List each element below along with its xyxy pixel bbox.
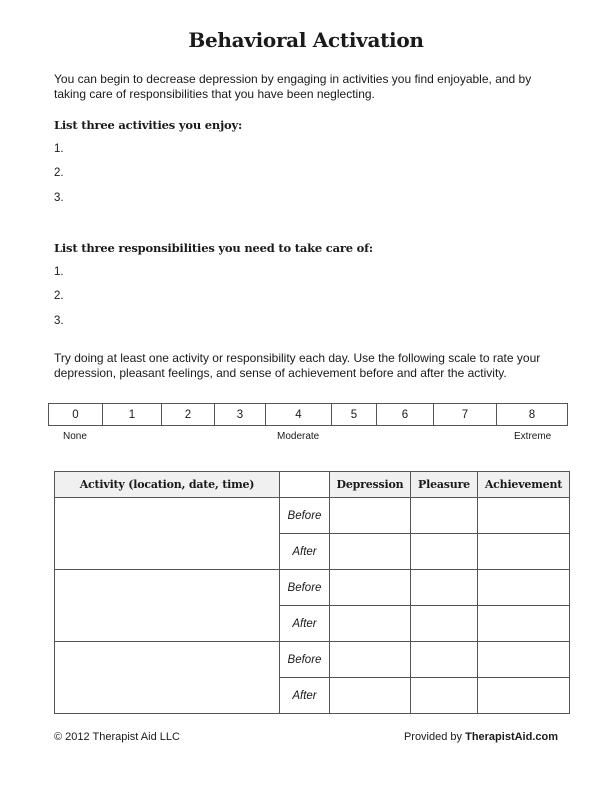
depression-cell[interactable]: [330, 534, 411, 570]
table-header-row: [55, 472, 570, 498]
responsibility-item-2: 2.: [54, 290, 64, 302]
table-row: [55, 498, 570, 534]
activity-entry-1[interactable]: [55, 498, 280, 570]
phase-before: Before: [280, 498, 330, 534]
provided-by-label: Provided by: [403, 731, 463, 743]
instructions-text: Try doing at least one activity or responsibility each day. Use the following scale to rate your depression, pleasant feelings, and sense of achievement before and after the activity.: [54, 351, 541, 380]
achievement-cell[interactable]: [478, 642, 570, 678]
phase-after: After: [280, 534, 330, 570]
activity-entry-2[interactable]: [55, 570, 280, 642]
phase-before: Before: [280, 642, 330, 678]
activities-heading: List three activities you enjoy:: [54, 118, 243, 132]
responsibility-item-3: 3.: [54, 315, 64, 327]
phase-after: After: [280, 678, 330, 714]
copyright-text: © 2012 Therapist Aid LLC: [54, 731, 180, 743]
depression-cell[interactable]: [330, 642, 411, 678]
activity-item-2: 2.: [54, 167, 64, 179]
rating-scale: [48, 403, 568, 426]
scale-cell-0: 0: [49, 404, 103, 426]
brand-link[interactable]: TherapistAid.com: [465, 731, 558, 743]
pleasure-cell[interactable]: [411, 570, 478, 606]
depression-cell[interactable]: [330, 606, 411, 642]
pleasure-cell[interactable]: [411, 498, 478, 534]
header-achievement: Achievement: [478, 472, 570, 498]
pleasure-cell[interactable]: [411, 642, 478, 678]
scale-label-moderate: Moderate: [277, 431, 320, 442]
scale-cell-4: 4: [266, 404, 332, 426]
activity-log-table: [54, 471, 570, 714]
scale-cell-7: 7: [434, 404, 497, 426]
scale-label-extreme: Extreme: [514, 431, 552, 442]
header-activity: Activity (location, date, time): [55, 472, 280, 498]
header-depression: Depression: [330, 472, 411, 498]
pleasure-cell[interactable]: [411, 678, 478, 714]
scale-cell-6: 6: [377, 404, 434, 426]
scale-label-none: None: [63, 431, 87, 442]
header-pleasure: Pleasure: [411, 472, 478, 498]
header-phase: [280, 472, 330, 498]
intro-text: You can begin to decrease depression by engaging in activities you find enjoyable, and by taking care of responsibilities that you have been neglecting.: [54, 72, 532, 101]
depression-cell[interactable]: [330, 498, 411, 534]
table-row: [55, 642, 570, 678]
scale-cell-1: 1: [103, 404, 162, 426]
responsibilities-heading: List three responsibilities you need to take care of:: [54, 241, 373, 255]
scale-cell-3: 3: [215, 404, 266, 426]
achievement-cell[interactable]: [478, 534, 570, 570]
scale-cell-8: 8: [497, 404, 568, 426]
achievement-cell[interactable]: [478, 570, 570, 606]
pleasure-cell[interactable]: [411, 534, 478, 570]
table-row: [55, 570, 570, 606]
achievement-cell[interactable]: [478, 678, 570, 714]
achievement-cell[interactable]: [478, 498, 570, 534]
scale-cell-5: 5: [332, 404, 377, 426]
activity-item-1: 1.: [54, 143, 64, 155]
provided-by: [404, 731, 558, 743]
responsibility-item-1: 1.: [54, 266, 64, 278]
depression-cell[interactable]: [330, 678, 411, 714]
achievement-cell[interactable]: [478, 606, 570, 642]
depression-cell[interactable]: [330, 570, 411, 606]
scale-cell-2: 2: [162, 404, 215, 426]
pleasure-cell[interactable]: [411, 606, 478, 642]
phase-before: Before: [280, 570, 330, 606]
activity-item-3: 3.: [54, 192, 64, 204]
phase-after: After: [280, 606, 330, 642]
activity-entry-3[interactable]: [55, 642, 280, 714]
page-title: Behavioral Activation: [188, 28, 424, 52]
